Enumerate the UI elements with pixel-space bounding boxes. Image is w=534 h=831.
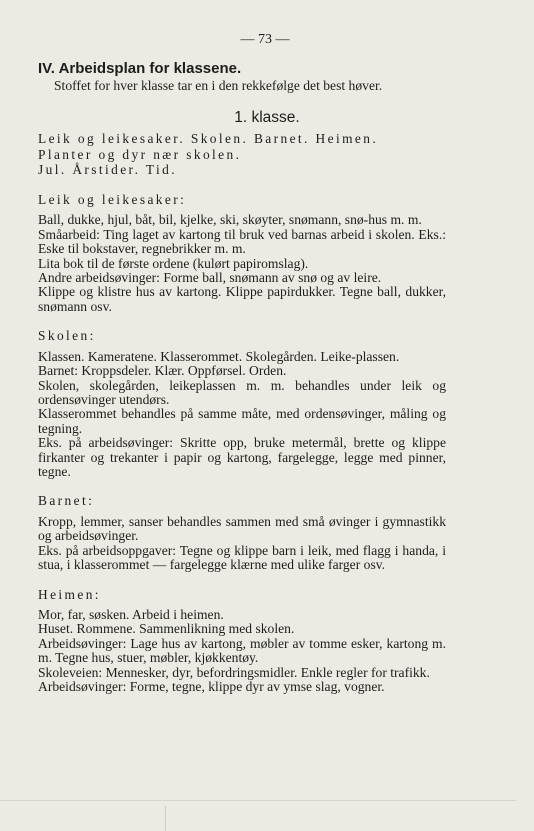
paragraph: Barnet: Kroppsdeler. Klær. Oppførsel. Orden. bbox=[38, 363, 287, 379]
section-leik bbox=[38, 192, 446, 314]
paragraph: Arbeidsøvinger: Forme, tegne, klippe dyr av ymse slag, vogner. bbox=[38, 679, 385, 695]
section-heimen bbox=[38, 587, 446, 695]
section-barnet bbox=[38, 493, 446, 572]
section-heading: Skolen: bbox=[38, 328, 96, 344]
topic-line: Leik og leikesaker. Skolen. Barnet. Heimen. bbox=[38, 131, 379, 147]
chapter-title: IV. Arbeidsplan for klassene. bbox=[38, 60, 242, 77]
paragraph: Klippe og klistre hus av kartong. Klippe papirdukker. Tegne ball, dukker, snømann osv. bbox=[38, 284, 446, 314]
page-number: — 73 — bbox=[240, 32, 290, 47]
section-skolen bbox=[38, 328, 446, 479]
paragraph: Skolen, skolegården, leikeplassen m. m. behandles under leik og ordensøvinger utendørs. bbox=[38, 377, 446, 407]
section-heading: Heimen: bbox=[38, 586, 101, 602]
paragraph: Lita bok til de første ordene (kulørt papiromslag). bbox=[38, 255, 309, 271]
page-edge-mark bbox=[165, 806, 166, 831]
intro-text: Stoffet for hver klasse tar en i den rekkefølge det best høver. bbox=[54, 78, 383, 93]
paragraph: Eks. på arbeidsoppgaver: Tegne og klippe barn i leik, med flagg i handa, i stua, i klasserommet — fargelegge klærne med ulike farger osv. bbox=[38, 542, 446, 573]
topic-line: Planter og dyr nær skolen. bbox=[38, 146, 242, 162]
topic-list bbox=[38, 131, 446, 178]
paragraph: Huset. Rommene. Sammenlikning med skolen. bbox=[38, 621, 295, 637]
page-edge-line bbox=[0, 800, 516, 801]
paragraph: Skoleveien: Mennesker, dyr, befordringsmidler. Enkle regler for trafikk. bbox=[38, 664, 430, 680]
class-heading: 1. klasse. bbox=[234, 109, 300, 127]
topic-line: Jul. Årstider. Tid. bbox=[38, 162, 177, 178]
paragraph: Eks. på arbeidsøvinger: Skritte opp, bruke metermål, brette og klippe firkanter og trekanter i papir og kartong, fargelegge, legge med pinner, tegne. bbox=[38, 435, 446, 479]
paragraph: Arbeidsøvinger: Lage hus av kartong, møbler av tomme esker, kartong m. m. Tegne hus, stuer, møbler, kjøkkentøy. bbox=[38, 635, 446, 666]
paragraph: Klassen. Kameratene. Klasserommet. Skolegården. Leike-plassen. bbox=[38, 348, 400, 364]
paragraph: Klasserommet behandles på samme måte, med ordensøvinger, måling og tegning. bbox=[38, 406, 446, 436]
paragraph: Småarbeid: Ting laget av kartong til bruk ved barnas arbeid i skolen. Eks.: Eske til bokstaver, regnebrikker m. m. bbox=[38, 226, 446, 257]
paragraph: Kropp, lemmer, sanser behandles sammen med små øvinger i gymnastikk og arbeidsøvinger. bbox=[38, 513, 446, 544]
section-heading: Leik og leikesaker: bbox=[38, 191, 187, 207]
paragraph: Mor, far, søsken. Arbeid i heimen. bbox=[38, 607, 224, 623]
paragraph: Ball, dukke, hjul, båt, bil, kjelke, ski, skøyter, snømann, snø-hus m. m. bbox=[38, 212, 422, 228]
paragraph: Andre arbeidsøvinger: Forme ball, snømann av snø og av leire. bbox=[38, 270, 382, 286]
section-heading: Barnet: bbox=[38, 493, 95, 509]
